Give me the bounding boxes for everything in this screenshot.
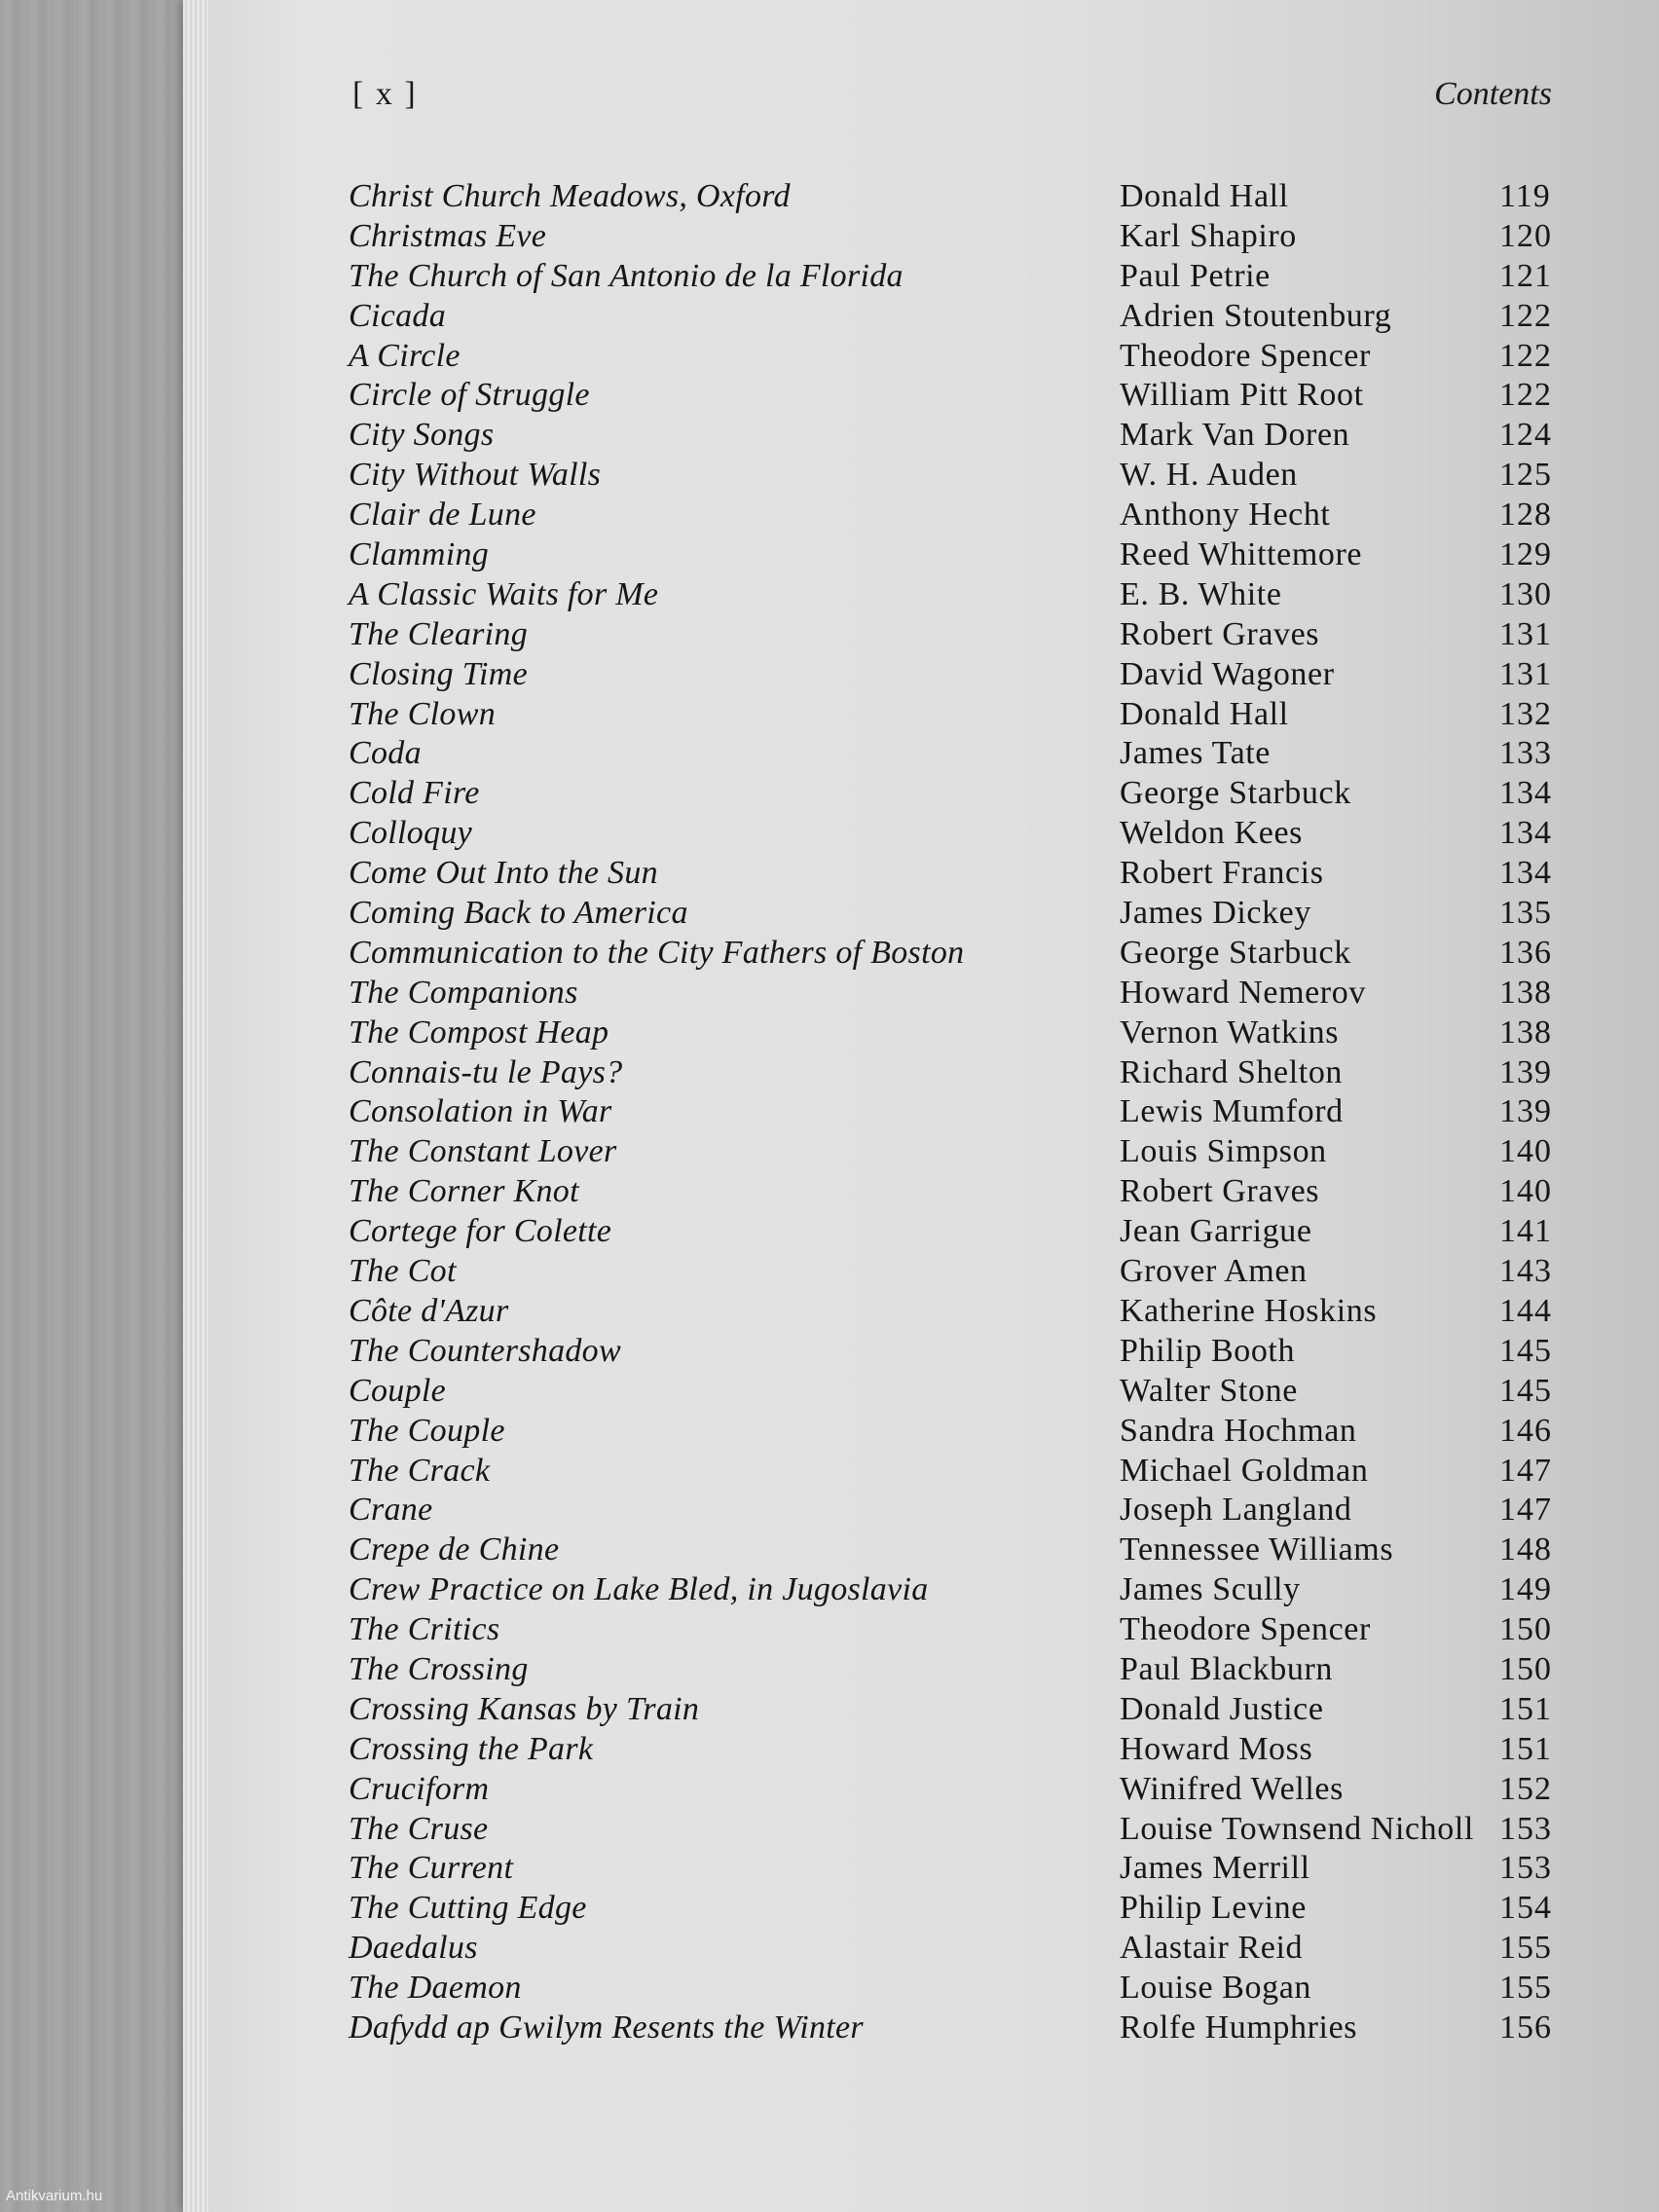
poet-name: Michael Goldman [1120, 1452, 1369, 1489]
poet-name: Donald Justice [1120, 1690, 1324, 1727]
poem-title: Consolation in War [349, 1093, 612, 1130]
poem-title: Clair de Lune [349, 497, 536, 534]
toc-entry [0, 2009, 1659, 2048]
toc-entry [0, 1730, 1659, 1770]
poet-name: Adrien Stoutenburg [1120, 297, 1392, 334]
page-number: 131 [1499, 615, 1552, 652]
toc-entry [0, 1412, 1659, 1452]
page-number: 134 [1499, 815, 1552, 852]
poet-name: Katherine Hoskins [1120, 1292, 1378, 1329]
toc-entry [0, 1452, 1659, 1492]
toc-entry [0, 1610, 1659, 1650]
page-number: 149 [1499, 1571, 1552, 1608]
page-number: 146 [1499, 1412, 1552, 1449]
poet-name: Grover Amen [1120, 1253, 1308, 1290]
toc-entry [0, 974, 1659, 1014]
toc-entry [0, 1172, 1659, 1212]
page-number: 153 [1499, 1810, 1552, 1847]
poem-title: The Couple [349, 1412, 505, 1449]
poet-name: Louise Townsend Nicholl [1120, 1810, 1474, 1847]
poet-name: Mark Van Doren [1120, 417, 1350, 454]
poet-name: Theodore Spencer [1120, 337, 1371, 374]
poem-title: The Daemon [349, 1970, 522, 2007]
page-number: 122 [1499, 297, 1552, 334]
poet-name: Jean Garrigue [1120, 1213, 1312, 1250]
poet-name: Louis Simpson [1120, 1133, 1327, 1170]
toc-entry [0, 1292, 1659, 1332]
poem-title: Crew Practice on Lake Bled, in Jugoslavia [349, 1571, 929, 1608]
toc-entry [0, 1053, 1659, 1093]
page-number: 151 [1499, 1690, 1552, 1727]
page-number: 125 [1499, 457, 1552, 494]
poem-title: Côte d'Azur [349, 1292, 509, 1329]
poem-title: Cicada [349, 297, 447, 334]
poet-name: James Scully [1120, 1571, 1301, 1608]
poem-title: The Church of San Antonio de la Florida [349, 257, 903, 294]
poem-title: Cortege for Colette [349, 1213, 612, 1250]
poem-title: Dafydd ap Gwilym Resents the Winter [349, 2009, 864, 2046]
poem-title: A Circle [349, 337, 461, 374]
page-number: 134 [1499, 775, 1552, 812]
poem-title: The Clearing [349, 615, 528, 652]
toc-entry [0, 1650, 1659, 1690]
poem-title: Couple [349, 1372, 447, 1409]
page-number: 155 [1499, 1930, 1552, 1967]
toc-entry [0, 734, 1659, 774]
poet-name: Paul Blackburn [1120, 1650, 1333, 1687]
poet-name: George Starbuck [1120, 934, 1351, 971]
toc-entry [0, 1969, 1659, 2009]
toc-entry [0, 456, 1659, 496]
page-number: 136 [1499, 934, 1552, 971]
poet-name: Theodore Spencer [1120, 1611, 1371, 1648]
toc-entry [0, 177, 1659, 217]
page-number: 128 [1499, 497, 1552, 534]
poem-title: Daedalus [349, 1930, 478, 1967]
page-number: 144 [1499, 1292, 1552, 1329]
toc-entry [0, 297, 1659, 337]
poem-title: Cruciform [349, 1770, 490, 1807]
toc-entry [0, 1889, 1659, 1929]
poet-name: Philip Booth [1120, 1332, 1296, 1369]
poet-name: William Pitt Root [1120, 377, 1364, 414]
poet-name: Robert Francis [1120, 855, 1324, 892]
toc-entry [0, 535, 1659, 575]
poem-title: Crossing the Park [349, 1730, 594, 1767]
page-number: 133 [1499, 735, 1552, 772]
page-number: 140 [1499, 1173, 1552, 1210]
poet-name: Weldon Kees [1120, 815, 1303, 852]
page-folio: [ x ] [352, 76, 418, 112]
toc-entry [0, 1332, 1659, 1372]
poet-name: E. B. White [1120, 575, 1282, 612]
poem-title: Clamming [349, 536, 490, 573]
toc-entry [0, 655, 1659, 695]
poet-name: Louise Bogan [1120, 1970, 1312, 2007]
poet-name: Rolfe Humphries [1120, 2009, 1358, 2046]
poem-title: The Countershadow [349, 1332, 621, 1369]
toc-entry [0, 1929, 1659, 1969]
toc-entry [0, 1372, 1659, 1412]
page-number: 120 [1499, 217, 1552, 254]
poet-name: Alastair Reid [1120, 1930, 1304, 1967]
page-number: 147 [1499, 1492, 1552, 1529]
page-number: 150 [1499, 1611, 1552, 1648]
poem-title: City Songs [349, 417, 495, 454]
page-number: 141 [1499, 1213, 1552, 1250]
toc-entry [0, 1690, 1659, 1730]
poem-title: The Cot [349, 1253, 457, 1290]
toc-entry [0, 1570, 1659, 1610]
page-number: 147 [1499, 1452, 1552, 1489]
page-number: 140 [1499, 1133, 1552, 1170]
poet-name: Reed Whittemore [1120, 536, 1363, 573]
poem-title: The Corner Knot [349, 1173, 579, 1210]
poem-title: The Cruse [349, 1810, 489, 1847]
toc-entry [0, 217, 1659, 257]
poet-name: Lewis Mumford [1120, 1093, 1344, 1130]
poem-title: A Classic Waits for Me [349, 575, 659, 612]
page-number: 138 [1499, 1014, 1552, 1051]
poet-name: Howard Nemerov [1120, 974, 1366, 1011]
page-number: 139 [1499, 1093, 1552, 1130]
poem-title: Colloquy [349, 815, 473, 852]
poem-title: The Compost Heap [349, 1014, 609, 1051]
poem-title: The Current [349, 1850, 514, 1887]
poem-title: Closing Time [349, 655, 529, 692]
poet-name: James Merrill [1120, 1850, 1310, 1887]
poet-name: Richard Shelton [1120, 1053, 1344, 1090]
poet-name: George Starbuck [1120, 775, 1351, 812]
running-head-title: Contents [1434, 76, 1552, 112]
toc-entry [0, 934, 1659, 974]
page-number: 138 [1499, 974, 1552, 1011]
toc-entry [0, 1252, 1659, 1292]
table-of-contents [0, 177, 1659, 2048]
poem-title: The Cutting Edge [349, 1890, 587, 1927]
page-number: 121 [1499, 257, 1552, 294]
poet-name: Howard Moss [1120, 1730, 1313, 1767]
toc-entry [0, 814, 1659, 854]
poet-name: Vernon Watkins [1120, 1014, 1340, 1051]
poet-name: Robert Graves [1120, 615, 1320, 652]
poet-name: Joseph Langland [1120, 1492, 1352, 1529]
page-number: 145 [1499, 1332, 1552, 1369]
poet-name: Sandra Hochman [1120, 1412, 1357, 1449]
poem-title: The Crack [349, 1452, 491, 1489]
poet-name: Robert Graves [1120, 1173, 1320, 1210]
page-number: 155 [1499, 1970, 1552, 2007]
page-number: 152 [1499, 1770, 1552, 1807]
poem-title: Crane [349, 1492, 433, 1529]
page-number: 153 [1499, 1850, 1552, 1887]
toc-entry [0, 615, 1659, 655]
poet-name: James Dickey [1120, 895, 1311, 932]
page-number: 143 [1499, 1253, 1552, 1290]
toc-entry [0, 854, 1659, 894]
page-number: 151 [1499, 1730, 1552, 1767]
poem-title: City Without Walls [349, 457, 602, 494]
page-number: 122 [1499, 377, 1552, 414]
page-number: 132 [1499, 695, 1552, 732]
poet-name: Tennessee Williams [1120, 1531, 1394, 1568]
page-number: 148 [1499, 1531, 1552, 1568]
poet-name: W. H. Auden [1120, 457, 1298, 494]
poem-title: Coda [349, 735, 422, 772]
poet-name: Paul Petrie [1120, 257, 1271, 294]
toc-entry [0, 1491, 1659, 1530]
poet-name: Karl Shapiro [1120, 217, 1297, 254]
toc-entry [0, 257, 1659, 297]
page-number: 122 [1499, 337, 1552, 374]
toc-entry [0, 376, 1659, 416]
poet-name: Winifred Welles [1120, 1770, 1344, 1807]
page-number: 150 [1499, 1650, 1552, 1687]
page-number: 154 [1499, 1890, 1552, 1927]
poem-title: The Companions [349, 974, 578, 1011]
poem-title: Come Out Into the Sun [349, 855, 658, 892]
poem-title: The Critics [349, 1611, 500, 1648]
poet-name: James Tate [1120, 735, 1271, 772]
toc-entry [0, 774, 1659, 814]
toc-entry [0, 416, 1659, 456]
poet-name: Anthony Hecht [1120, 497, 1331, 534]
poem-title: Connais-tu le Pays? [349, 1053, 623, 1090]
poet-name: Donald Hall [1120, 178, 1289, 214]
poem-title: The Constant Lover [349, 1133, 617, 1170]
toc-entry [0, 1770, 1659, 1810]
toc-entry [0, 337, 1659, 377]
page-number: 145 [1499, 1372, 1552, 1409]
toc-entry [0, 1014, 1659, 1053]
poem-title: The Crossing [349, 1650, 529, 1687]
toc-entry [0, 1810, 1659, 1850]
page-number: 156 [1499, 2009, 1552, 2046]
poem-title: Crossing Kansas by Train [349, 1690, 700, 1727]
toc-entry [0, 1092, 1659, 1132]
toc-entry [0, 1849, 1659, 1889]
toc-entry [0, 695, 1659, 735]
poem-title: Coming Back to America [349, 895, 688, 932]
poet-name: Donald Hall [1120, 695, 1289, 732]
watermark: Antikvarium.hu [6, 2188, 103, 2204]
toc-entry [0, 1132, 1659, 1172]
poet-name: Philip Levine [1120, 1890, 1307, 1927]
poem-title: Christmas Eve [349, 217, 547, 254]
poem-title: Circle of Struggle [349, 377, 590, 414]
toc-entry [0, 894, 1659, 934]
page-number: 119 [1499, 178, 1551, 214]
poem-title: Cold Fire [349, 775, 480, 812]
poem-title: The Clown [349, 695, 497, 732]
poet-name: David Wagoner [1120, 655, 1335, 692]
toc-entry [0, 1212, 1659, 1252]
toc-entry [0, 496, 1659, 535]
poem-title: Christ Church Meadows, Oxford [349, 178, 791, 214]
poem-title: Crepe de Chine [349, 1531, 560, 1568]
poet-name: Walter Stone [1120, 1372, 1298, 1409]
page-number: 129 [1499, 536, 1552, 573]
page-number: 134 [1499, 855, 1552, 892]
poem-title: Communication to the City Fathers of Boston [349, 934, 965, 971]
page-number: 124 [1499, 417, 1552, 454]
page-number: 139 [1499, 1053, 1552, 1090]
page-number: 135 [1499, 895, 1552, 932]
toc-entry [0, 1530, 1659, 1570]
page-number: 131 [1499, 655, 1552, 692]
toc-entry [0, 575, 1659, 615]
page-number: 130 [1499, 575, 1552, 612]
